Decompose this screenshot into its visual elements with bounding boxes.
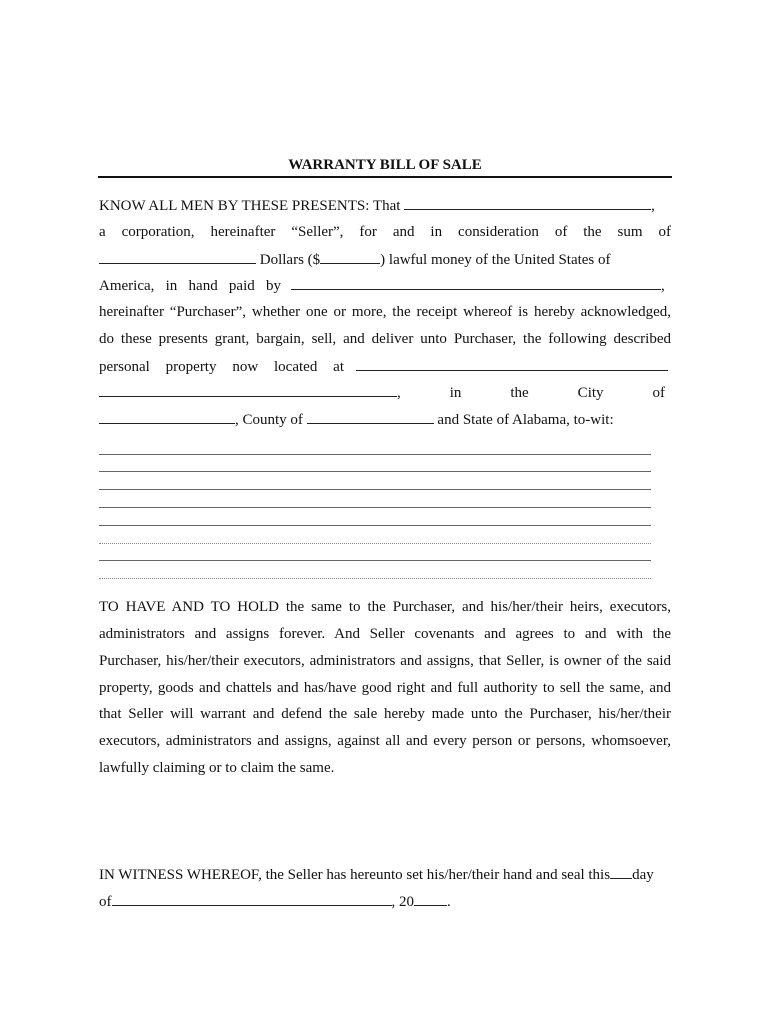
witness-line-1 [99, 865, 671, 883]
property-description-line[interactable] [99, 507, 651, 508]
property-description-line[interactable] [99, 454, 651, 455]
habendum-line: TO HAVE AND TO HOLD the same to the Purchaser, and his/her/their heirs, executors, [99, 599, 671, 615]
city-of-text: , in the City of [397, 385, 665, 401]
county-field[interactable] [307, 410, 434, 424]
intro-line-6: do these presents grant, bargain, sell, and deliver unto Purchaser, the following described [99, 331, 671, 347]
county-of-text: , County of [235, 412, 303, 428]
document-title: WARRANTY BILL OF SALE [288, 157, 482, 173]
habendum-line: administrators and assigns forever. And Seller covenants and agrees to and with the [99, 626, 671, 642]
habendum-line: that Seller will warrant and defend the sale hereby made unto the Purchaser, his/her/their [99, 706, 671, 722]
year-field[interactable] [414, 892, 447, 906]
habendum-line: property, goods and chattels and has/have good right and full authority to sell the same, and [99, 680, 671, 696]
day-field[interactable] [610, 865, 632, 879]
habendum-line: lawfully claiming or to claim the same. [99, 760, 335, 776]
located-at-text: personal property now located at [99, 359, 344, 375]
property-description-line[interactable] [99, 489, 651, 490]
intro-line-4 [99, 276, 671, 294]
dollars-amount-field[interactable] [320, 250, 380, 264]
property-description-line[interactable] [99, 578, 651, 579]
intro-line-9 [99, 410, 671, 428]
of-label: of [99, 894, 112, 910]
dollars-words-field[interactable] [99, 250, 256, 264]
period: . [447, 894, 451, 910]
year-prefix: , 20 [391, 894, 414, 910]
lawful-money-text: ) lawful money of the United States of [380, 252, 611, 268]
city-field[interactable] [99, 410, 235, 424]
intro-line-8 [99, 383, 671, 401]
intro-line-1 [99, 196, 671, 214]
property-location-field[interactable] [356, 357, 668, 371]
title-rule [98, 176, 672, 178]
property-description-line[interactable] [99, 543, 651, 544]
property-description-line[interactable] [99, 560, 651, 561]
habendum-line: Purchaser, his/her/their executors, administrators and assigns, that Seller, is owner of the said [99, 653, 671, 669]
habendum-line: executors, administrators and assigns, against all and every person or persons, whomsoever, [99, 733, 671, 749]
seller-name-field[interactable] [404, 196, 651, 210]
intro-line-7 [99, 357, 671, 375]
witness-line-2 [99, 892, 671, 910]
dollars-label: Dollars ($ [259, 252, 321, 268]
address-field[interactable] [99, 383, 397, 397]
comma: , [661, 278, 665, 294]
state-text: and State of Alabama, to-wit: [437, 412, 614, 428]
property-description-line[interactable] [99, 525, 651, 526]
comma: , [651, 198, 655, 214]
purchaser-name-field[interactable] [291, 276, 661, 290]
paid-by-text: America, in hand paid by [99, 278, 281, 294]
witness-text: IN WITNESS WHEREOF, the Seller has hereunto set his/her/their hand and seal this [99, 867, 611, 883]
intro-line-2: a corporation, hereinafter “Seller”, for and in consideration of the sum of [99, 224, 671, 240]
intro-line-5: hereinafter “Purchaser”, whether one or more, the receipt whereof is hereby acknowledged, [99, 304, 671, 320]
property-description-line[interactable] [99, 471, 651, 472]
month-field[interactable] [112, 892, 392, 906]
day-label: day [632, 867, 654, 883]
intro-text: KNOW ALL MEN BY THESE PRESENTS: That [99, 198, 401, 214]
intro-line-3 [99, 250, 671, 268]
